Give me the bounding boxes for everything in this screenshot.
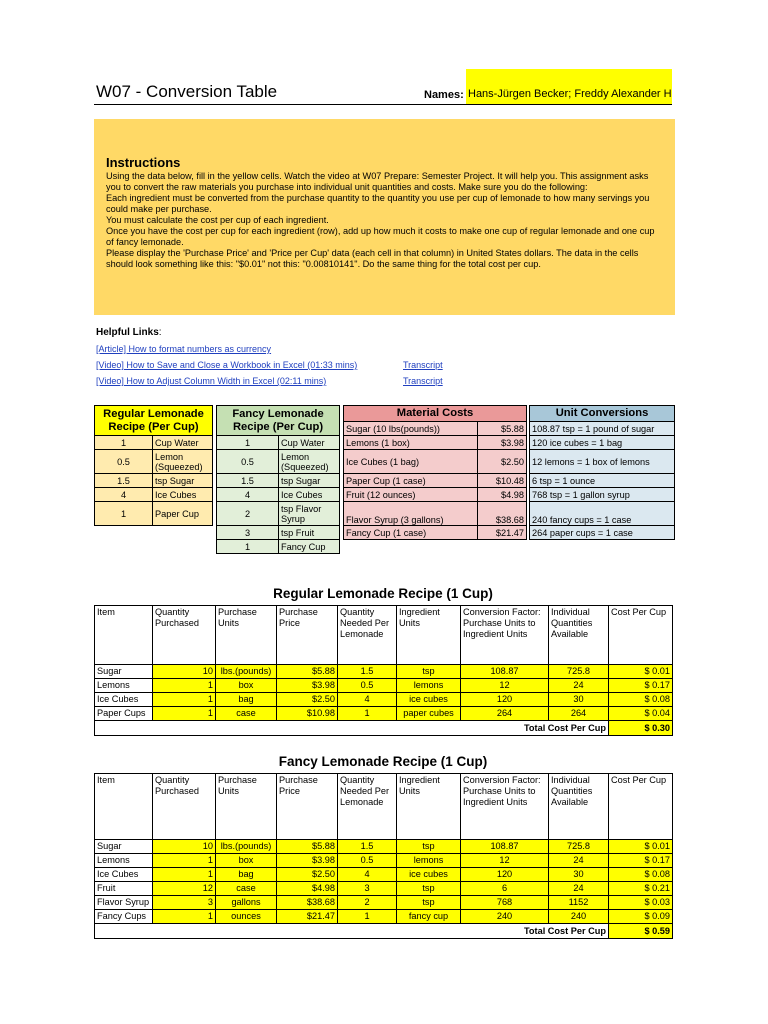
fancy-recipe-qty[interactable]: 1 xyxy=(217,540,279,554)
fancy-recipe-table xyxy=(216,405,340,554)
total-cost-label: Total Cost Per Cup xyxy=(95,924,609,939)
unit-conversion-row[interactable]: 768 tsp = 1 gallon syrup xyxy=(530,488,675,502)
regular-recipe-qty[interactable]: 1 xyxy=(95,436,153,450)
purchase-price-cell[interactable]: $5.88 xyxy=(277,840,338,854)
unit-conversion-row[interactable]: 6 tsp = 1 ounce xyxy=(530,474,675,488)
ingredient-unit-cell[interactable]: lemons xyxy=(397,679,461,693)
available-cell[interactable]: 1152 xyxy=(549,896,609,910)
link-column-width-transcript[interactable]: Transcript xyxy=(403,376,443,386)
unit-conversion-row[interactable]: 120 ice cubes = 1 bag xyxy=(530,436,675,450)
col-header-qty-purchased: Quantity Purchased xyxy=(153,774,216,840)
conversion-factor-cell[interactable]: 768 xyxy=(461,896,549,910)
purchase-price-cell[interactable]: $3.98 xyxy=(277,679,338,693)
qty-cell[interactable]: 1 xyxy=(153,854,216,868)
conversion-factor-cell[interactable]: 6 xyxy=(461,882,549,896)
col-header-purchase-units: Purchase Units xyxy=(216,606,277,665)
conversion-factor-cell[interactable]: 264 xyxy=(461,707,549,721)
table-row xyxy=(95,896,673,910)
names-cell[interactable]: Hans-Jürgen Becker; Freddy Alexander H xyxy=(466,69,672,104)
qty-needed-cell[interactable]: 1.5 xyxy=(338,665,397,679)
qty-needed-cell[interactable]: 1.5 xyxy=(338,840,397,854)
qty-needed-cell[interactable]: 2 xyxy=(338,896,397,910)
col-header-cost-per-cup: Cost Per Cup xyxy=(609,606,673,665)
regular-recipe-qty[interactable]: 0.5 xyxy=(95,450,153,474)
fancy-recipe-title: Fancy Lemonade Recipe (Per Cup) xyxy=(217,406,340,436)
material-item[interactable]: Lemons (1 box) xyxy=(344,436,478,450)
fancy-recipe-qty[interactable]: 0.5 xyxy=(217,450,279,474)
available-cell[interactable]: 30 xyxy=(549,868,609,882)
regular-table-title: Regular Lemonade Recipe (1 Cup) xyxy=(273,586,493,601)
ingredient-unit-cell[interactable]: tsp xyxy=(397,665,461,679)
qty-needed-cell[interactable]: 1 xyxy=(338,910,397,924)
purchase-unit-cell[interactable]: bag xyxy=(216,868,277,882)
material-price[interactable]: $10.48 xyxy=(478,474,527,488)
purchase-unit-cell[interactable]: lbs.(pounds) xyxy=(216,840,277,854)
total-cost-label: Total Cost Per Cup xyxy=(95,721,609,736)
total-cost-value[interactable]: $ 0.30 xyxy=(609,721,673,736)
purchase-price-cell[interactable]: $38.68 xyxy=(277,896,338,910)
unit-conversion-row[interactable]: 12 lemons = 1 box of lemons xyxy=(530,450,675,474)
col-header-purchase-price: Purchase Price xyxy=(277,774,338,840)
purchase-unit-cell[interactable]: gallons xyxy=(216,896,277,910)
item-cell: Ice Cubes xyxy=(95,693,153,707)
page-title: W07 - Conversion Table xyxy=(96,82,278,101)
table-row xyxy=(95,854,673,868)
available-cell[interactable]: 24 xyxy=(549,882,609,896)
qty-cell[interactable]: 3 xyxy=(153,896,216,910)
total-cost-value[interactable]: $ 0.59 xyxy=(609,924,673,939)
material-costs-title: Material Costs xyxy=(344,406,527,422)
item-cell: Sugar xyxy=(95,840,153,854)
available-cell[interactable]: 264 xyxy=(549,707,609,721)
fancy-recipe-item[interactable]: Ice Cubes xyxy=(279,488,340,502)
cost-per-cup-cell[interactable]: $ 0.04 xyxy=(609,707,673,721)
regular-cost-table xyxy=(94,605,673,736)
ingredient-unit-cell[interactable]: lemons xyxy=(397,854,461,868)
regular-recipe-item[interactable]: Lemon (Squeezed) xyxy=(153,450,213,474)
qty-cell[interactable]: 1 xyxy=(153,868,216,882)
available-cell[interactable]: 240 xyxy=(549,910,609,924)
conversion-factor-cell[interactable]: 108.87 xyxy=(461,665,549,679)
regular-recipe-title: Regular Lemonade Recipe (Per Cup) xyxy=(95,406,213,436)
instructions-paragraph: Each ingredient must be converted from the purchase quantity to the quantity you use per cup of lemonade to how many servings you could make per purchase. xyxy=(106,193,650,214)
link-save-close-video[interactable]: [Video] How to Save and Close a Workbook in Excel (01:33 mins) xyxy=(96,360,358,370)
qty-needed-cell[interactable]: 4 xyxy=(338,868,397,882)
item-cell: Lemons xyxy=(95,854,153,868)
table-row xyxy=(95,882,673,896)
ingredient-unit-cell[interactable]: paper cubes xyxy=(397,707,461,721)
regular-recipe-table xyxy=(94,405,213,526)
fancy-recipe-qty[interactable]: 1.5 xyxy=(217,474,279,488)
unit-conversions-table xyxy=(529,405,675,540)
instructions-paragraph: Once you have the cost per cup for each ingredient (row), add up how much it costs to make one cup of regular lemonade and one cup of fancy lemonade. xyxy=(106,226,655,247)
available-cell[interactable]: 725.8 xyxy=(549,840,609,854)
fancy-recipe-qty[interactable]: 3 xyxy=(217,526,279,540)
fancy-recipe-qty[interactable]: 2 xyxy=(217,502,279,526)
instructions-paragraph: Using the data below, fill in the yellow cells. Watch the video at W07 Prepare: Semester Project. It will help you. This assignment asks you to convert the raw materials you purchase into individual unit quantities and costs. Make sure you do the following: xyxy=(106,171,649,192)
available-cell[interactable]: 30 xyxy=(549,693,609,707)
names-label: Names: xyxy=(424,89,464,101)
cost-per-cup-cell[interactable]: $ 0.08 xyxy=(609,693,673,707)
col-header-quantities-available: Individual Quantities Available xyxy=(549,606,609,665)
item-cell: Fruit xyxy=(95,882,153,896)
instructions-heading: Instructions xyxy=(106,155,181,170)
instructions-box xyxy=(94,119,675,315)
purchase-unit-cell[interactable]: ounces xyxy=(216,910,277,924)
fancy-recipe-item[interactable]: tsp Flavor Syrup xyxy=(279,502,340,526)
qty-needed-cell[interactable]: 3 xyxy=(338,882,397,896)
purchase-unit-cell[interactable]: case xyxy=(216,882,277,896)
regular-recipe-qty[interactable]: 4 xyxy=(95,488,153,502)
unit-conversions-title: Unit Conversions xyxy=(530,406,675,422)
helpful-links-colon: : xyxy=(158,327,162,338)
regular-recipe-item[interactable]: Paper Cup xyxy=(153,502,213,526)
item-cell: Flavor Syrup xyxy=(95,896,153,910)
purchase-unit-cell[interactable]: bag xyxy=(216,693,277,707)
material-item[interactable]: Flavor Syrup (3 gallons) xyxy=(344,502,478,526)
regular-recipe-qty[interactable]: 1 xyxy=(95,502,153,526)
qty-cell[interactable]: 1 xyxy=(153,707,216,721)
material-price[interactable]: $3.98 xyxy=(478,436,527,450)
fancy-table-title: Fancy Lemonade Recipe (1 Cup) xyxy=(278,754,488,769)
available-cell[interactable]: 725.8 xyxy=(549,665,609,679)
fancy-cost-table xyxy=(94,773,673,939)
table-row xyxy=(95,665,673,679)
col-header-qty-needed: Quantity Needed Per Lemonade xyxy=(338,606,397,665)
purchase-price-cell[interactable]: $10.98 xyxy=(277,707,338,721)
qty-cell[interactable]: 1 xyxy=(153,679,216,693)
col-header-cost-per-cup: Cost Per Cup xyxy=(609,774,673,840)
material-price[interactable]: $5.88 xyxy=(478,422,527,436)
col-header-purchase-price: Purchase Price xyxy=(277,606,338,665)
cost-per-cup-cell[interactable]: $ 0.09 xyxy=(609,910,673,924)
unit-conversion-row[interactable]: 240 fancy cups = 1 case xyxy=(530,502,675,526)
available-cell[interactable]: 24 xyxy=(549,679,609,693)
cost-per-cup-cell[interactable]: $ 0.01 xyxy=(609,665,673,679)
ingredient-unit-cell[interactable]: tsp xyxy=(397,840,461,854)
material-price[interactable]: $4.98 xyxy=(478,488,527,502)
fancy-recipe-item[interactable]: Cup Water xyxy=(279,436,340,450)
purchase-price-cell[interactable]: $2.50 xyxy=(277,693,338,707)
purchase-unit-cell[interactable]: box xyxy=(216,854,277,868)
qty-cell[interactable]: 10 xyxy=(153,840,216,854)
conversion-factor-cell[interactable]: 240 xyxy=(461,910,549,924)
col-header-item: Item xyxy=(95,606,153,665)
item-cell: Fancy Cups xyxy=(95,910,153,924)
cost-per-cup-cell[interactable]: $ 0.21 xyxy=(609,882,673,896)
material-price[interactable]: $2.50 xyxy=(478,450,527,474)
helpful-links-label xyxy=(96,327,162,338)
regular-recipe-item[interactable]: tsp Sugar xyxy=(153,474,213,488)
col-header-qty-needed: Quantity Needed Per Lemonade xyxy=(338,774,397,840)
fancy-recipe-qty[interactable]: 1 xyxy=(217,436,279,450)
purchase-unit-cell[interactable]: box xyxy=(216,679,277,693)
qty-cell[interactable]: 10 xyxy=(153,665,216,679)
material-costs-table xyxy=(343,405,527,540)
item-cell: Paper Cups xyxy=(95,707,153,721)
regular-recipe-item[interactable]: Cup Water xyxy=(153,436,213,450)
regular-recipe-qty[interactable]: 1.5 xyxy=(95,474,153,488)
col-header-item: Item xyxy=(95,774,153,840)
link-format-currency[interactable]: [Article] How to format numbers as currency xyxy=(96,344,272,354)
conversion-factor-cell[interactable]: 120 xyxy=(461,868,549,882)
material-item[interactable]: Fancy Cup (1 case) xyxy=(344,526,478,540)
cost-per-cup-cell[interactable]: $ 0.08 xyxy=(609,868,673,882)
table-row xyxy=(95,868,673,882)
fancy-recipe-item[interactable]: Lemon (Squeezed) xyxy=(279,450,340,474)
qty-cell[interactable]: 1 xyxy=(153,693,216,707)
material-item[interactable]: Fruit (12 ounces) xyxy=(344,488,478,502)
conversion-factor-cell[interactable]: 108.87 xyxy=(461,840,549,854)
title-underline xyxy=(94,104,672,105)
item-cell: Ice Cubes xyxy=(95,868,153,882)
ingredient-unit-cell[interactable]: fancy cup xyxy=(397,910,461,924)
qty-needed-cell[interactable]: 1 xyxy=(338,707,397,721)
ingredient-unit-cell[interactable]: tsp xyxy=(397,882,461,896)
instructions-paragraph: Please display the 'Purchase Price' and 'Price per Cup' data (each cell in that column) in United States dollars. The data in the cells should look something like this: "$0.01" not this: "0.00810141". Do the same thing for the total cost per cup. xyxy=(106,248,639,269)
conversion-factor-cell[interactable]: 12 xyxy=(461,679,549,693)
available-cell[interactable]: 24 xyxy=(549,854,609,868)
material-price[interactable]: $21.47 xyxy=(478,526,527,540)
conversion-factor-cell[interactable]: 12 xyxy=(461,854,549,868)
fancy-recipe-qty[interactable]: 4 xyxy=(217,488,279,502)
material-item[interactable]: Paper Cup (1 case) xyxy=(344,474,478,488)
table-row xyxy=(95,840,673,854)
purchase-price-cell[interactable]: $5.88 xyxy=(277,665,338,679)
col-header-ingredient-units: Ingredient Units xyxy=(397,774,461,840)
col-header-quantities-available: Individual Quantities Available xyxy=(549,774,609,840)
link-save-close-transcript[interactable]: Transcript xyxy=(403,360,443,370)
cost-per-cup-cell[interactable]: $ 0.01 xyxy=(609,840,673,854)
fancy-recipe-item[interactable]: tsp Fruit xyxy=(279,526,340,540)
fancy-recipe-item[interactable]: tsp Sugar xyxy=(279,474,340,488)
purchase-price-cell[interactable]: $2.50 xyxy=(277,868,338,882)
purchase-price-cell[interactable]: $3.98 xyxy=(277,854,338,868)
qty-cell[interactable]: 1 xyxy=(153,910,216,924)
ingredient-unit-cell[interactable]: ice cubes xyxy=(397,693,461,707)
ingredient-unit-cell[interactable]: tsp xyxy=(397,896,461,910)
unit-conversion-row[interactable]: 264 paper cups = 1 case xyxy=(530,526,675,540)
regular-recipe-item[interactable]: Ice Cubes xyxy=(153,488,213,502)
col-header-qty-purchased: Quantity Purchased xyxy=(153,606,216,665)
col-header-purchase-units: Purchase Units xyxy=(216,774,277,840)
table-row xyxy=(95,910,673,924)
material-item[interactable]: Sugar (10 lbs(pounds)) xyxy=(344,422,478,436)
purchase-price-cell[interactable]: $4.98 xyxy=(277,882,338,896)
purchase-price-cell[interactable]: $21.47 xyxy=(277,910,338,924)
qty-needed-cell[interactable]: 0.5 xyxy=(338,679,397,693)
cost-per-cup-cell[interactable]: $ 0.17 xyxy=(609,854,673,868)
item-cell: Lemons xyxy=(95,679,153,693)
helpful-links-text: Helpful Links xyxy=(96,327,159,338)
purchase-unit-cell[interactable]: case xyxy=(216,707,277,721)
fancy-recipe-item[interactable]: Fancy Cup xyxy=(279,540,340,554)
cost-per-cup-cell[interactable]: $ 0.17 xyxy=(609,679,673,693)
ingredient-unit-cell[interactable]: ice cubes xyxy=(397,868,461,882)
col-header-ingredient-units: Ingredient Units xyxy=(397,606,461,665)
qty-needed-cell[interactable]: 4 xyxy=(338,693,397,707)
cost-per-cup-cell[interactable]: $ 0.03 xyxy=(609,896,673,910)
conversion-factor-cell[interactable]: 120 xyxy=(461,693,549,707)
material-price[interactable]: $38.68 xyxy=(478,502,527,526)
instructions-text xyxy=(106,171,663,270)
material-item[interactable]: Ice Cubes (1 bag) xyxy=(344,450,478,474)
table-row xyxy=(95,679,673,693)
unit-conversion-row[interactable]: 108.87 tsp = 1 pound of sugar xyxy=(530,422,675,436)
item-cell: Sugar xyxy=(95,665,153,679)
col-header-conversion-factor: Conversion Factor: Purchase Units to Ingredient Units xyxy=(461,606,549,665)
qty-cell[interactable]: 12 xyxy=(153,882,216,896)
link-column-width-video[interactable]: [Video] How to Adjust Column Width in Excel (02:11 mins) xyxy=(96,376,327,386)
purchase-unit-cell[interactable]: lbs.(pounds) xyxy=(216,665,277,679)
table-row xyxy=(95,693,673,707)
col-header-conversion-factor: Conversion Factor: Purchase Units to Ingredient Units xyxy=(461,774,549,840)
table-row xyxy=(95,707,673,721)
instructions-paragraph: You must calculate the cost per cup of each ingredient. xyxy=(106,215,329,225)
qty-needed-cell[interactable]: 0.5 xyxy=(338,854,397,868)
